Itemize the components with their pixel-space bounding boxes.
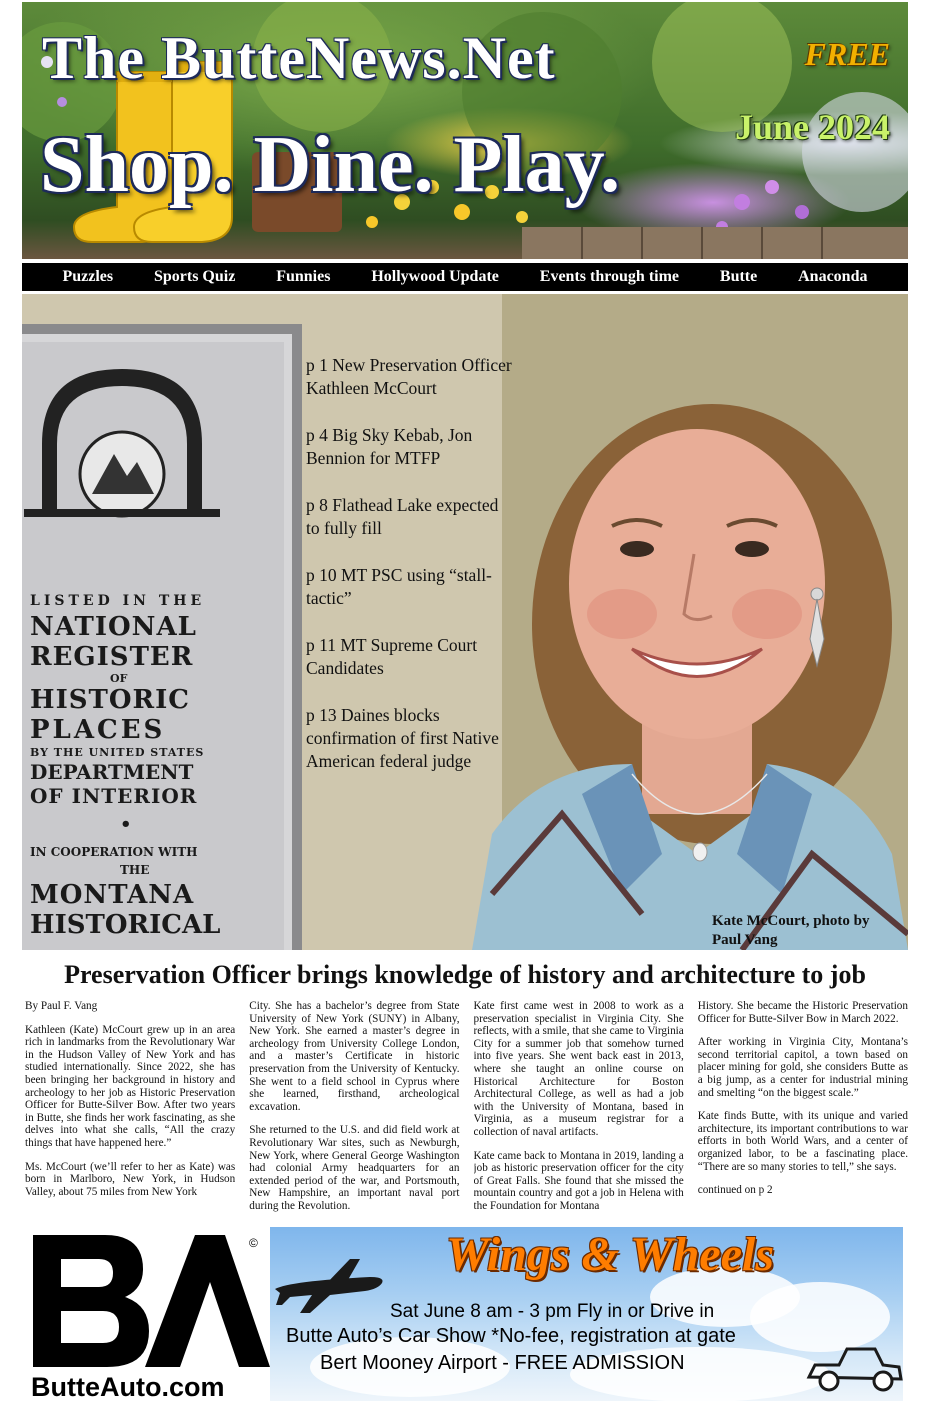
price-badge: FREE (804, 36, 890, 72)
paragraph: Ms. McCourt (we’ll refer to her as Kate) was born in Marlboro, New York, in Hudson Valley, about 75 miles from New York (25, 1160, 236, 1198)
paragraph: After working in Virginia City, Montana’s second territorial capitol, a town based on placer mining for gold, she considers Butte as a big jump, as a center for industrial mining and smelting “on the biggest scale.” (697, 1036, 908, 1099)
masthead-slogan: Shop. Dine. Play. (40, 121, 621, 209)
ad-website-link[interactable]: ButteAuto.com (31, 1372, 225, 1401)
ad-location: Bert Mooney Airport - FREE ADMISSION (320, 1352, 685, 1374)
paragraph: City. She has a bachelor’s degree from State University of New York (SUNY) in Albany, New York. She earned a master’s degree in archeology from University College London, and a master’s Certificate in historic preservation from the University of Kentucky. She went to a field school in Cyprus where she learned, firsthand, archeological excavation. (249, 1000, 460, 1113)
article-column-3 (474, 1000, 684, 1222)
nav-item-events-through-time[interactable]: Events through time (539, 268, 680, 285)
article-column-4 (698, 1000, 908, 1222)
continued-link[interactable]: continued on p 2 (697, 1184, 773, 1197)
nav-item-anaconda[interactable]: Anaconda (798, 268, 868, 285)
section-nav (22, 263, 908, 291)
photo-caption: Kate McCourt, photo by Paul Vang (712, 913, 870, 948)
article-column-1 (25, 1000, 235, 1222)
nav-item-puzzles[interactable]: Puzzles (62, 268, 114, 285)
teaser-item[interactable]: p 8 Flathead Lake expected to fully fill (306, 495, 499, 538)
vintage-car-icon (805, 1337, 903, 1397)
article-column-2 (249, 1000, 459, 1222)
plaque-line: PLACES (30, 715, 166, 745)
byline: By Paul F. Vang (25, 1000, 98, 1012)
butte-auto-ad[interactable] (25, 1227, 903, 1401)
nav-item-butte[interactable]: Butte (719, 268, 758, 285)
paragraph: Kate finds Butte, with its unique and varied architecture, its important contributions to war efforts in both World Wars, and a center of organized labor, to be a fascinating place. “There are so many stories to tell,” she says. (697, 1110, 908, 1173)
plaque-line: HISTORIC (30, 685, 190, 715)
nav-item-hollywood-update[interactable]: Hollywood Update (371, 268, 499, 285)
cover-teasers (306, 354, 516, 797)
cover-photo (22, 294, 908, 950)
ad-event-time: Sat June 8 am - 3 pm Fly in or Drive in (390, 1301, 715, 1322)
paragraph: History. She became the Historic Preservation Officer for Butte-Silver Bow in March 2022. (697, 1000, 908, 1025)
ba-logo-icon (25, 1227, 270, 1372)
ad-car-show-info: Butte Auto’s Car Show *No-fee, registration at gate (286, 1325, 736, 1347)
issue-date: June 2024 (734, 107, 890, 147)
plaque-line: BY THE UNITED STATES (30, 746, 205, 759)
masthead (22, 2, 908, 259)
plaque-line: OF INTERIOR (30, 784, 198, 808)
ad-title: Wings & Wheels (445, 1228, 775, 1281)
plaque-line: REGISTER (30, 642, 194, 672)
teaser-item[interactable]: p 13 Daines blocks confirmation of first Native American federal judge (306, 705, 499, 771)
plaque-line: NATIONAL (30, 612, 197, 642)
plaque-line: HISTORICAL (30, 910, 221, 940)
plaque-line: • (120, 814, 132, 835)
plaque-line: OF (110, 672, 128, 685)
plaque-text (30, 594, 230, 938)
masthead-title: The ButteNews.Net (42, 25, 556, 91)
teaser-item[interactable]: p 4 Big Sky Kebab, Jon Bennion for MTFP (306, 425, 473, 468)
paragraph: Kate first came west in 2008 to work as a preservation specialist in Virginia City. She reflects, with a smile, that she came to Virginia City for a summer job that somehow turned into five years. She went back east in 2013, where she taught an online course on Historical Architecture for Boston Architectural College, as well as had a job with the University of Montana, based in Virginia, as a museum registrar for a collection of naval artifacts. (473, 1000, 684, 1138)
ad-banner (270, 1227, 903, 1401)
teaser-item[interactable]: p 1 New Preservation Officer Kathleen McCourt (306, 355, 512, 398)
article-body (25, 1000, 908, 1222)
ad-logo-panel (25, 1227, 270, 1401)
teaser-item[interactable]: p 11 MT Supreme Court Candidates (306, 635, 478, 678)
paragraph: She returned to the U.S. and did field work at Revolutionary War sites, such as Newburgh, New York, where General George Washington had colonial Army headquarters for an extended period of the war, and Portsmouth, New Hampshire, an important naval port during the Revolution. (249, 1124, 460, 1212)
plaque-line: DEPARTMENT (30, 760, 194, 784)
article-headline: Preservation Officer brings knowledge of history and architecture to job (64, 960, 866, 989)
plaque-line: LISTED IN THE (30, 593, 206, 609)
logo-mark: © (249, 1236, 258, 1250)
plaque-line: MONTANA (30, 880, 195, 910)
plaque-line: IN COOPERATION WITH (30, 845, 198, 859)
teaser-item[interactable]: p 10 MT PSC using “stall-tactic” (306, 565, 492, 608)
paragraph: Kathleen (Kate) McCourt grew up in an area rich in landmarks from the Revolutionary War in the Hudson Valley of New York and has studied internationally. Since 2022, she has been bringing her background in history and archeology to her job as Historic Preservation Officer for Butte-Silver Bow. After two years in Butte, she finds her work fascinating, as she delves into what she calls, “All the crazy things that have happened here.” (25, 1023, 236, 1149)
nav-item-sports-quiz[interactable]: Sports Quiz (153, 268, 236, 285)
nav-item-funnies[interactable]: Funnies (276, 268, 331, 285)
plaque-line: THE (120, 863, 150, 877)
paragraph: Kate came back to Montana in 2019, landing a job as historic preservation officer for the city of Great Falls. She found that she missed the mountain country and got a job in Helena with the Foundation for Montana (473, 1149, 684, 1212)
